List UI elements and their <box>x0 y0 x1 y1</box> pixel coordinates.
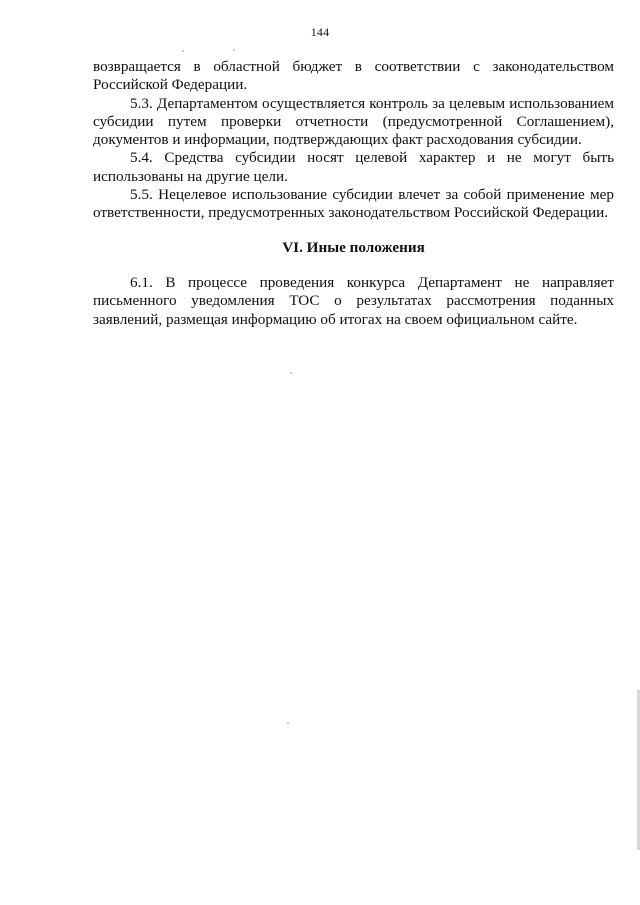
paragraph-5-3: 5.3. Департаментом осуществляется контроль за целевым использованием субсидии путем проверки отчетности (предусмотренной Соглашением), документов и информации, подтверждающих факт расходования субсидии. <box>93 94 614 149</box>
section-heading: VI. Иные положения <box>282 238 425 256</box>
scan-speck <box>287 722 289 724</box>
paragraph-5-4: 5.4. Средства субсидии носят целевой характер и не могут быть использованы на другие цели. <box>93 149 614 185</box>
document-body <box>93 58 614 329</box>
paragraph-5-5: 5.5. Нецелевое использование субсидии влечет за собой применение мер ответственности, предусмотренных законодательством Российской Федерации. <box>93 186 614 222</box>
page-number: 144 <box>310 25 330 39</box>
scan-speck <box>290 372 292 374</box>
paragraph-6-1: 6.1. В процессе проведения конкурса Департамент не направляет письменного уведомления ТОС о результатах рассмотрения поданных заявлений, размещая информацию об итогах на своем официальном сайте. <box>93 273 614 328</box>
scan-speck <box>233 49 235 51</box>
scan-speck <box>182 50 184 52</box>
paragraph-continuation: возвращается в областной бюджет в соответствии с законодательством Российской Федерации. <box>93 58 614 94</box>
